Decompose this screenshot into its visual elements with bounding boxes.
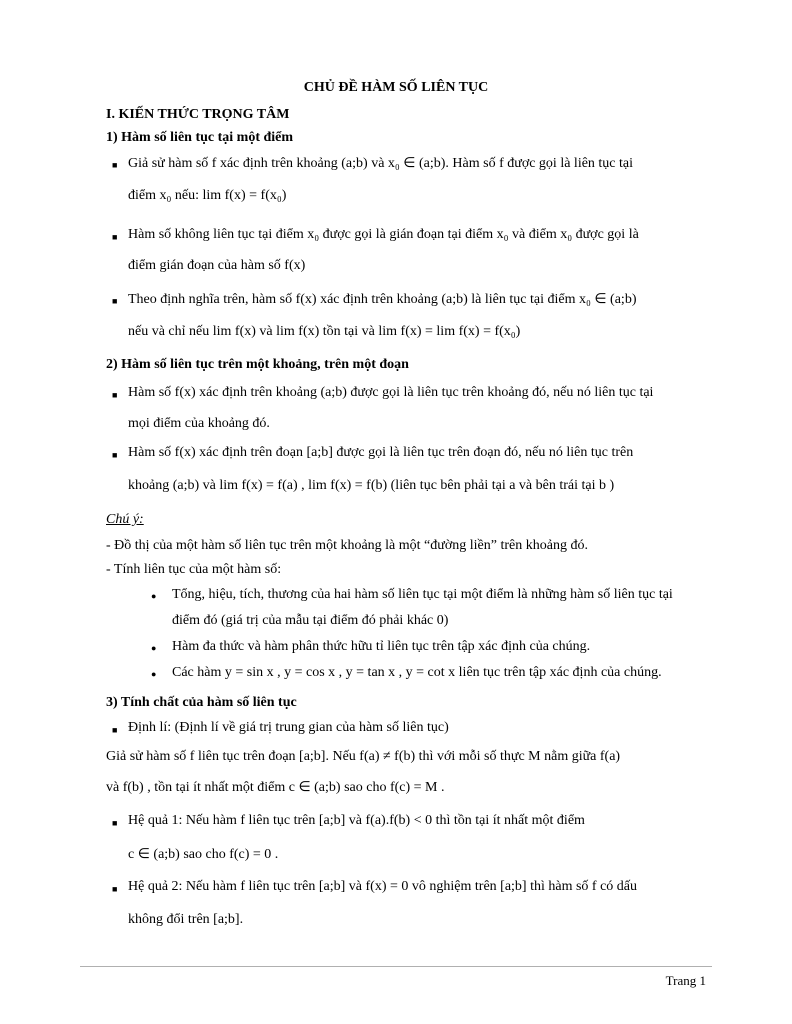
bullet-icon: ■ [112,725,118,735]
bullet-dot-icon: ● [151,669,157,679]
bullet-dot-icon: ● [151,591,157,601]
note-label: Chú ý: [106,512,144,527]
paragraph-2b: điểm gián đoạn của hàm số f(x) [128,258,306,273]
bullet-icon: ■ [112,450,118,460]
subsection-heading-3: 3) Tính chất của hàm số liên tục [106,695,297,710]
paragraph-3b: nếu và chỉ nếu lim f(x) và lim f(x) tồn tại và lim f(x) = lim f(x) = f(x₀) [128,324,521,339]
corollary-2a: Hệ quả 2: Nếu hàm f liên tục trên [a;b] và f(x) = 0 vô nghiệm trên [a;b] thì hàm số f có dấu [128,879,638,894]
paragraph-4b: mọi điểm của khoảng đó. [128,416,270,431]
bullet-icon: ■ [112,296,118,306]
subsection-heading-2: 2) Hàm số liên tục trên một khoảng, trên một đoạn [106,357,409,372]
note-1: - Đồ thị của một hàm số liên tục trên một khoảng là một “đường liền” trên khoảng đó. [106,538,588,553]
paragraph-5b: khoảng (a;b) và lim f(x) = f(a) , lim f(x) = f(b) (liên tục bên phải tại a và bên trái tại b ) [128,478,615,493]
paragraph-7b: và f(b) , tồn tại ít nhất một điểm c ∈ (a;b) sao cho f(c) = M . [106,780,445,795]
paragraph-2a: Hàm số không liên tục tại điểm x₀ được gọi là gián đoạn tại điểm x₀ và điểm x₀ được gọi là [128,227,639,242]
footer-divider [80,966,712,967]
bullet-icon: ■ [112,818,118,828]
bullet-icon: ■ [112,160,118,170]
bullet-icon: ■ [112,390,118,400]
corollary-1a: Hệ quả 1: Nếu hàm f liên tục trên [a;b] và f(a).f(b) < 0 thì tồn tại ít nhất một điểm [128,813,585,828]
paragraph-5a: Hàm số f(x) xác định trên đoạn [a;b] được gọi là liên tục trên đoạn đó, nếu nó liên tục trên [128,445,634,460]
page-title: CHỦ ĐỀ HÀM SỐ LIÊN TỤC [303,80,489,95]
corollary-1b: c ∈ (a;b) sao cho f(c) = 0 . [128,847,279,862]
note-item-2: Hàm đa thức và hàm phân thức hữu tỉ liên tục trên tập xác định của chúng. [172,639,591,654]
bullet-icon: ■ [112,232,118,242]
section-heading: I. KIẾN THỨC TRỌNG TÂM [106,107,290,122]
paragraph-7a: Giả sử hàm số f liên tục trên đoạn [a;b]. Nếu f(a) ≠ f(b) thì với mỗi số thực M nằm giữa f(a) [106,749,621,764]
paragraph-3a: Theo định nghĩa trên, hàm số f(x) xác định trên khoảng (a;b) là liên tục tại điểm x₀ ∈ (a;b) [128,292,637,307]
note-item-1a: Tổng, hiệu, tích, thương của hai hàm số liên tục tại một điểm là những hàm số liên tục tại [172,587,673,602]
corollary-2b: không đổi trên [a;b]. [128,912,244,927]
subsection-heading-1: 1) Hàm số liên tục tại một điểm [106,130,294,145]
paragraph-1b: điểm x₀ nếu: lim f(x) = f(x₀) [128,188,287,203]
note-item-1b: điểm đó (giá trị của mẫu tại điểm đó phải khác 0) [172,613,449,628]
bullet-icon: ■ [112,884,118,894]
paragraph-4a: Hàm số f(x) xác định trên khoảng (a;b) được gọi là liên tục trên khoảng đó, nếu nó liên tục tại [128,385,654,400]
bullet-dot-icon: ● [151,643,157,653]
paragraph-1a: Giả sử hàm số f xác định trên khoảng (a;b) và x₀ ∈ (a;b). Hàm số f được gọi là liên tục tại [128,156,634,171]
page-number: Trang 1 [665,973,706,988]
note-2: - Tính liên tục của một hàm số: [106,562,282,577]
note-item-3: Các hàm y = sin x , y = cos x , y = tan x , y = cot x liên tục trên tập xác định của chúng. [172,665,662,680]
theorem-heading: Định lí: (Định lí về giá trị trung gian của hàm số liên tục) [128,720,449,735]
